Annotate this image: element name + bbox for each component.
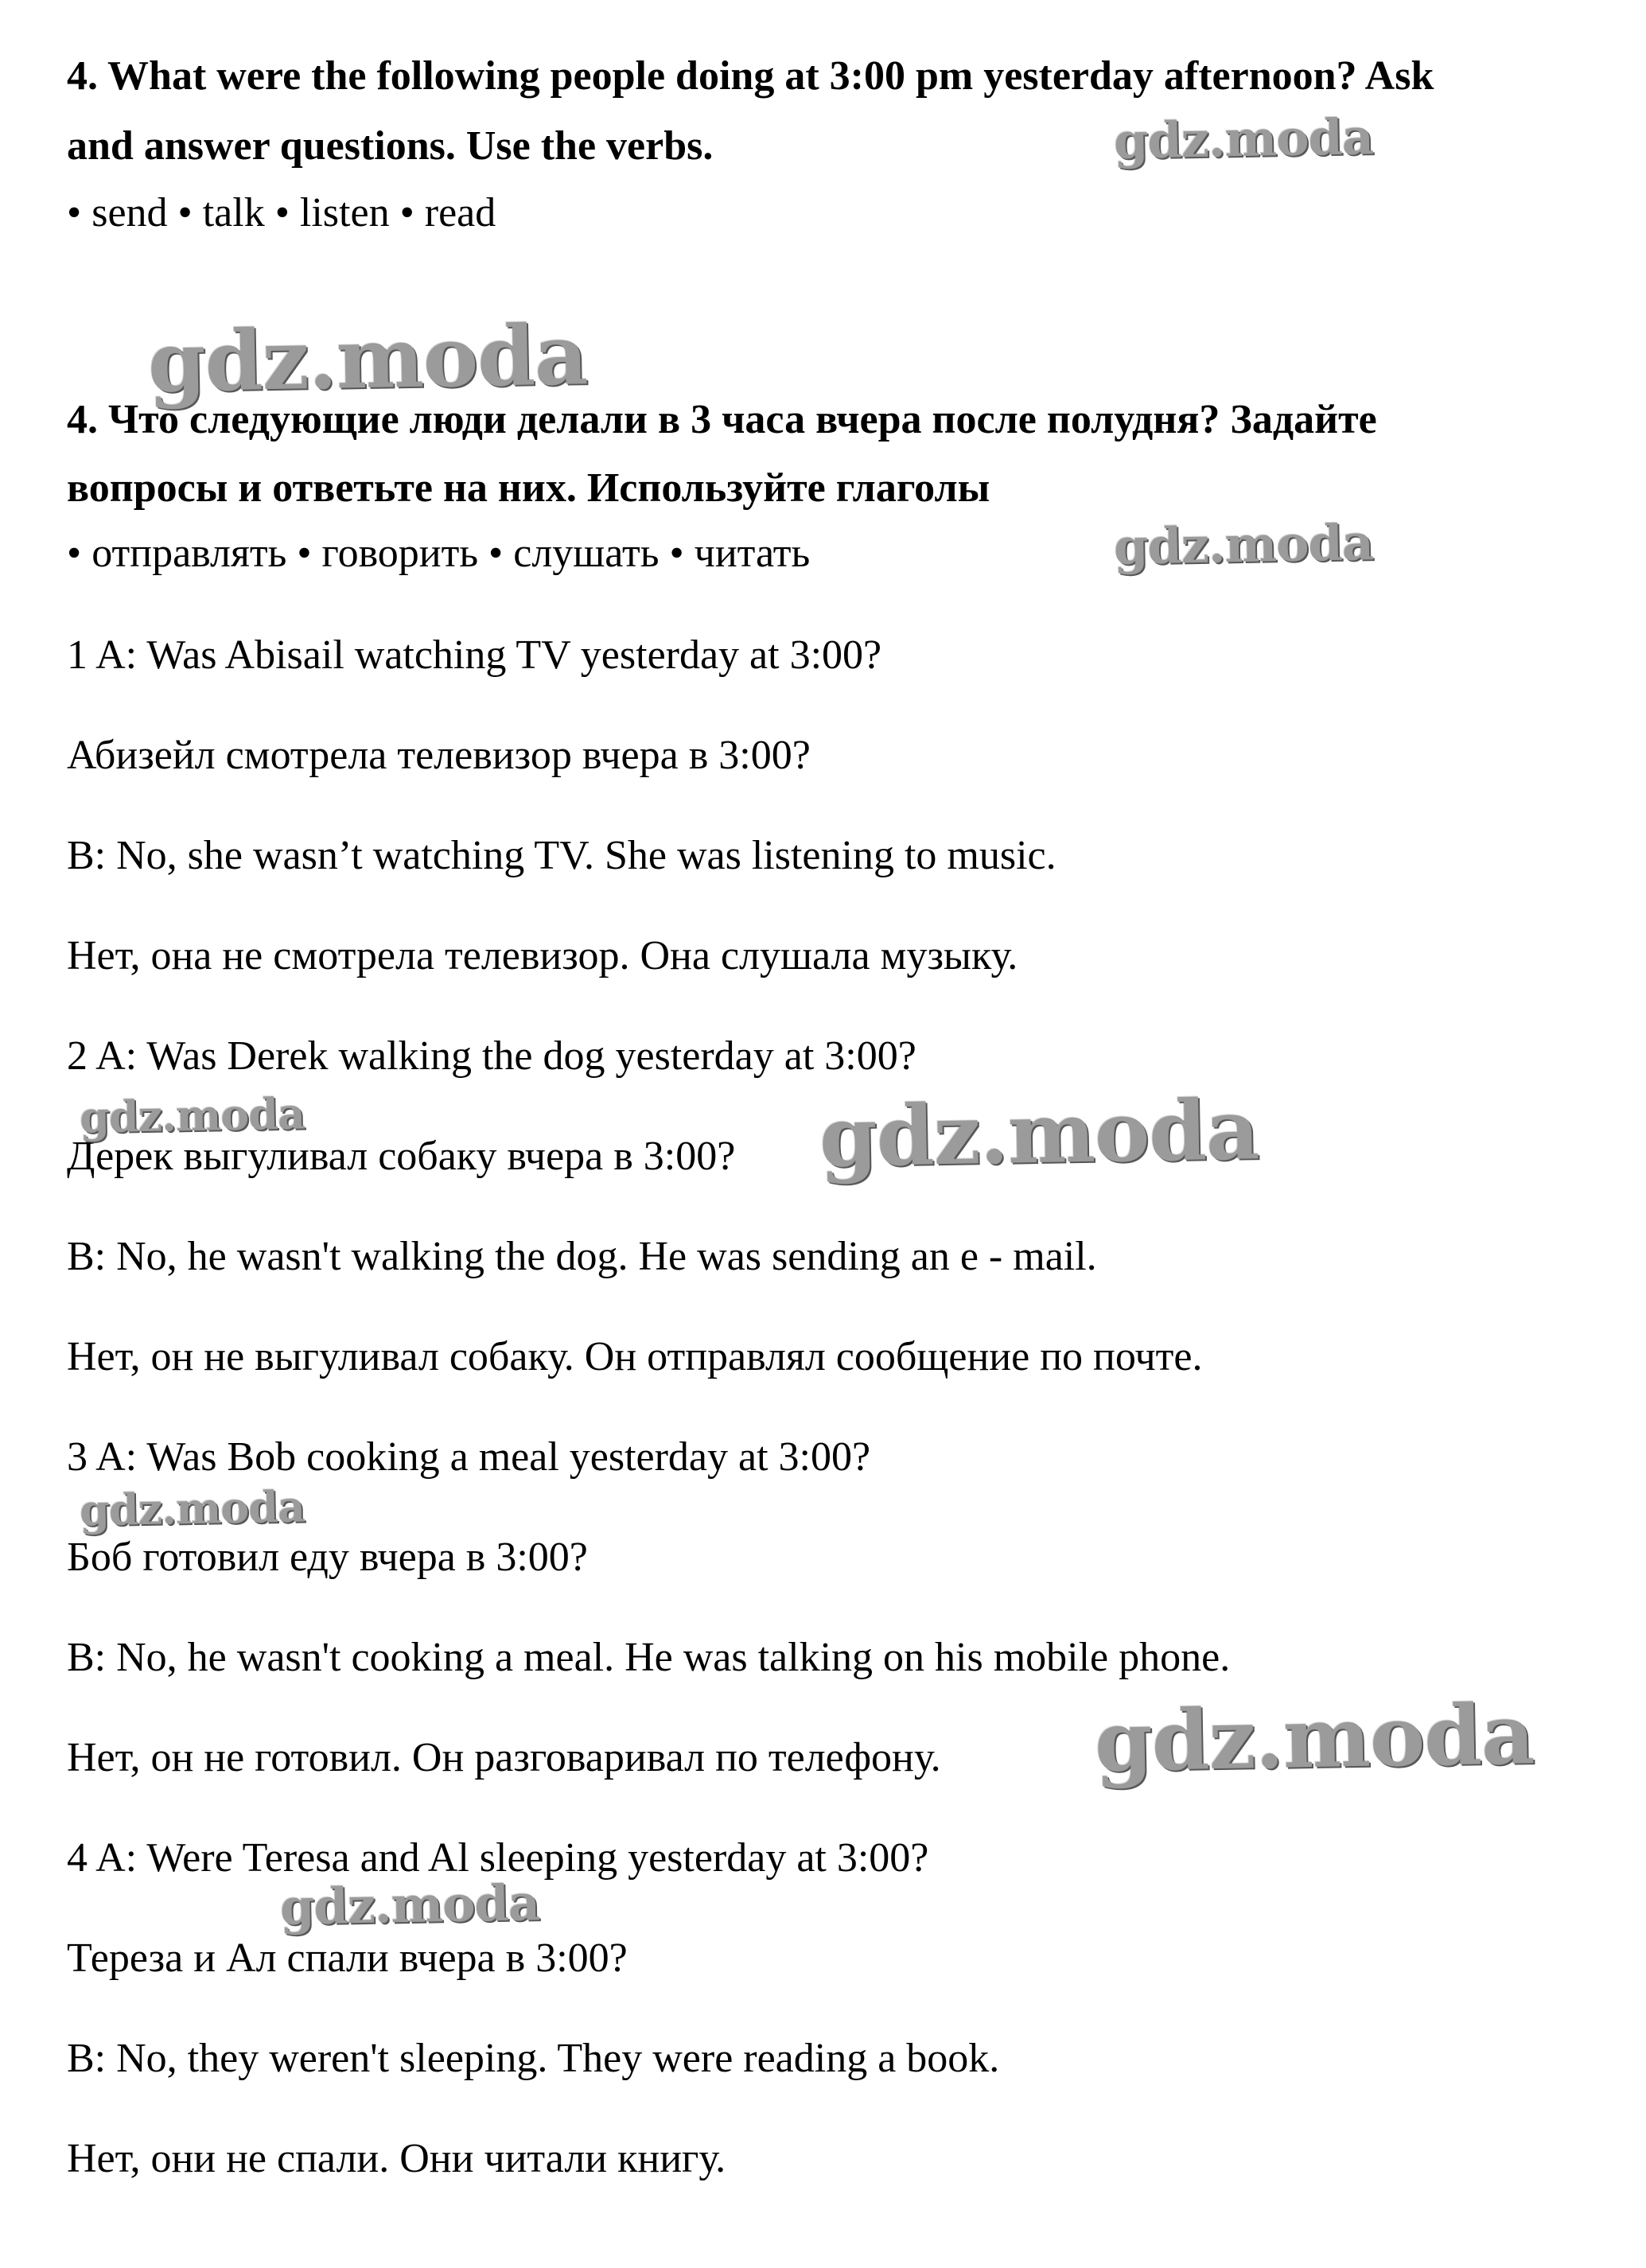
answer-2-reply-ru: Нет, он не выгуливал собаку. Он отправлял сообщение по почте. [67,1334,1203,1379]
watermark: gdz.moda [146,305,589,411]
task-en-verbs: • send • talk • listen • read [67,190,496,235]
answer-2-reply-en: B: No, he wasn't walking the dog. He was sending an e - mail. [67,1234,1097,1279]
answer-4-question-en: 4 A: Were Teresa and Al sleeping yesterday at 3:00? [67,1835,929,1881]
task-en-title-line1: 4. What were the following people doing at 3:00 pm yesterday afternoon? Ask [67,53,1434,99]
answer-4-reply-en: B: No, they weren't sleeping. They were reading a book. [67,2036,1000,2081]
answer-4-question-ru: Тереза и Ал спали вчера в 3:00? [67,1935,628,1981]
watermark: gdz.moda [79,1087,305,1143]
answer-1-reply-en: B: No, she wasn’t watching TV. She was listening to music. [67,833,1056,878]
answer-2-question-en: 2 A: Was Derek walking the dog yesterday at 3:00? [67,1033,916,1079]
answer-2-question-ru: Дерек выгуливал собаку вчера в 3:00? [67,1134,736,1179]
watermark: gdz.moda [1113,107,1374,170]
answer-4-reply-ru: Нет, они не спали. Они читали книгу. [67,2136,726,2181]
answer-3-reply-en: B: No, he wasn't cooking a meal. He was talking on his mobile phone. [67,1635,1231,1680]
task-ru-title-line1: 4. Что следующие люди делали в 3 часа вчера после полудня? Задайте [67,397,1377,442]
task-ru-verbs: • отправлять • говорить • слушать • читать [67,531,811,576]
task-ru-title-line2: вопросы и ответьте на них. Используйте глаголы [67,465,990,511]
watermark: gdz.moda [1113,513,1374,576]
answer-1-reply-ru: Нет, она не смотрела телевизор. Она слушала музыку. [67,933,1018,978]
task-en-title-line2: and answer questions. Use the verbs. [67,123,714,169]
watermark: gdz.moda [1093,1685,1535,1791]
watermark: gdz.moda [279,1873,540,1936]
answer-1-question-en: 1 A: Was Abisail watching TV yesterday at 3:00? [67,632,882,678]
answer-3-question-ru: Боб готовил еду вчера в 3:00? [67,1535,588,1580]
answer-1-question-ru: Абизейл смотрела телевизор вчера в 3:00? [67,733,811,778]
watermark: gdz.moda [79,1480,305,1536]
answer-3-question-en: 3 A: Was Bob cooking a meal yesterday at 3:00? [67,1434,871,1480]
watermark: gdz.moda [818,1080,1260,1186]
answer-3-reply-ru: Нет, он не готовил. Он разговаривал по телефону. [67,1735,941,1780]
